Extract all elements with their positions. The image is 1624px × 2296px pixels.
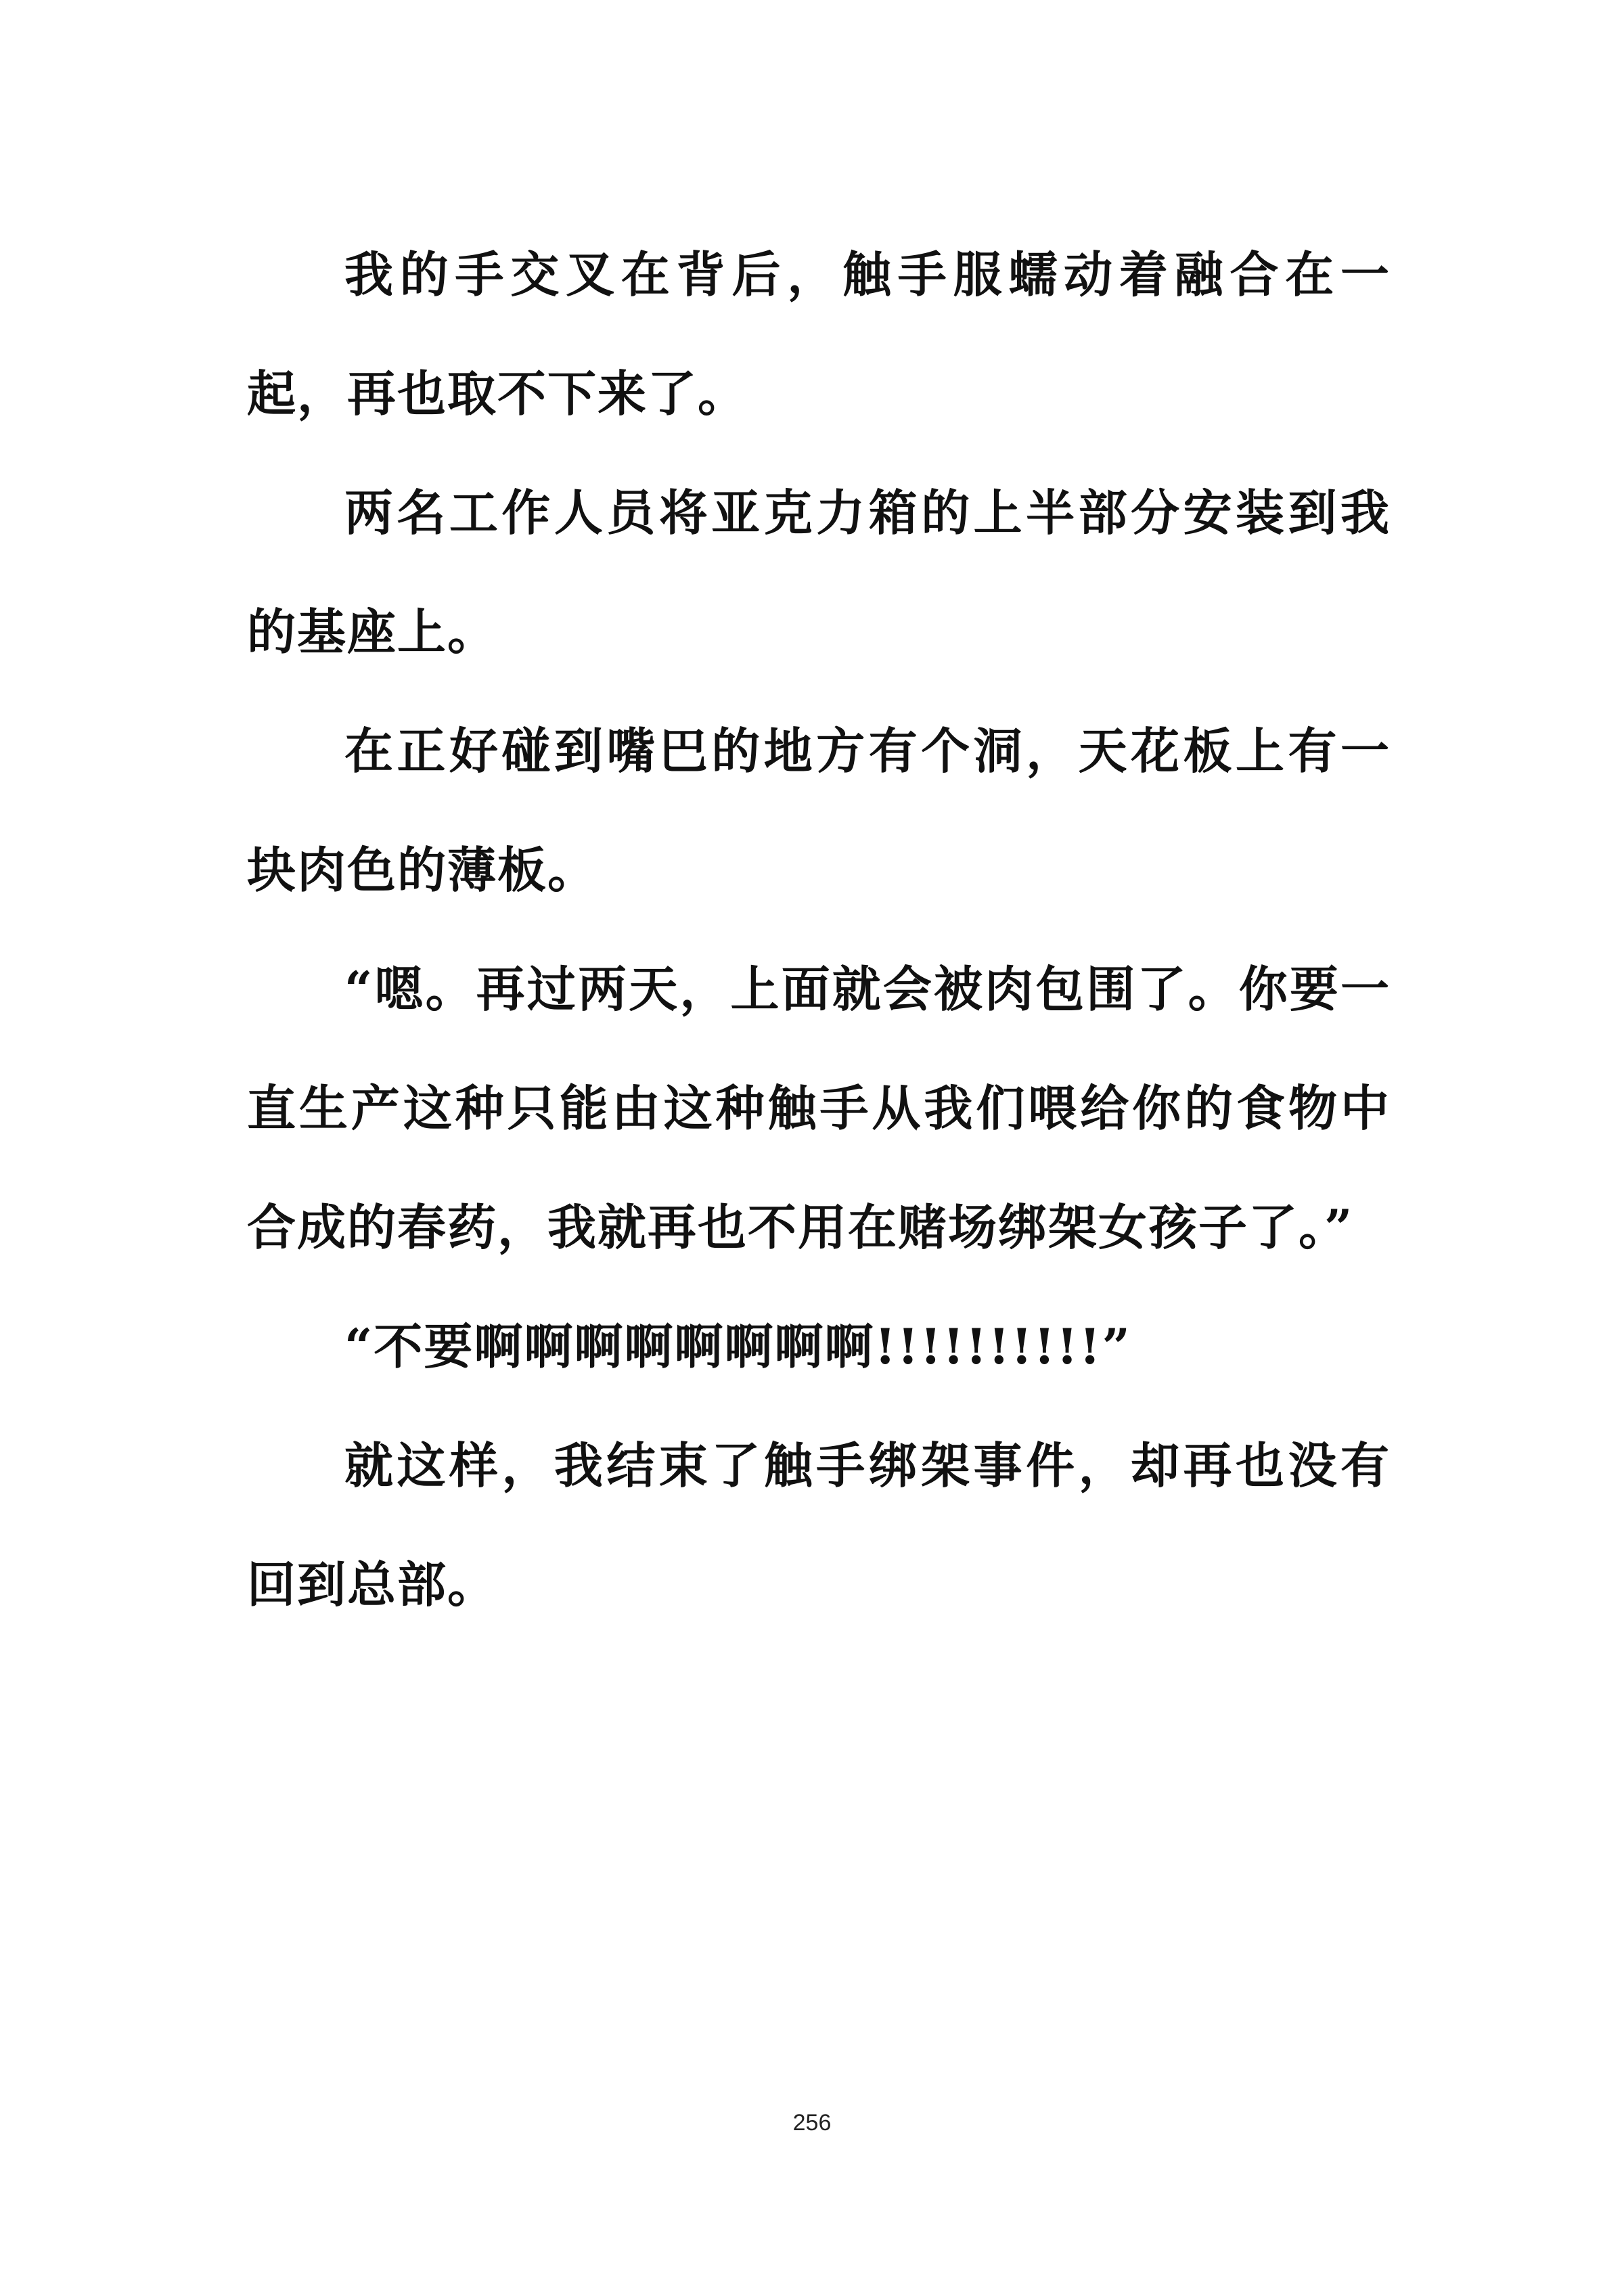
paragraph-3: 在正好碰到嘴巴的地方有个洞，天花板上有一块肉色的薄板。	[247, 722, 1391, 899]
paragraph-4: “嗯。再过两天，上面就会被肉包围了。你要一直生产这种只能由这种触手从我们喂给你的食物中合成的春药，我就再也不用在赌场绑架女孩子了。”	[247, 960, 1391, 1256]
page-number: 256	[792, 2110, 832, 2136]
paragraph-6: 就这样，我结束了触手绑架事件，却再也没有回到总部。	[247, 1437, 1391, 1613]
paragraph-5: “不要啊啊啊啊啊啊啊啊!!!!!!!!!!”	[344, 1318, 1131, 1375]
paragraph-2: 两名工作人员将亚克力箱的上半部分安装到我的基座上。	[247, 484, 1391, 660]
body-text	[247, 215, 1391, 1644]
paragraph-1: 我的手交叉在背后，触手服蠕动着融合在一起，再也取不下来了。	[247, 246, 1391, 422]
